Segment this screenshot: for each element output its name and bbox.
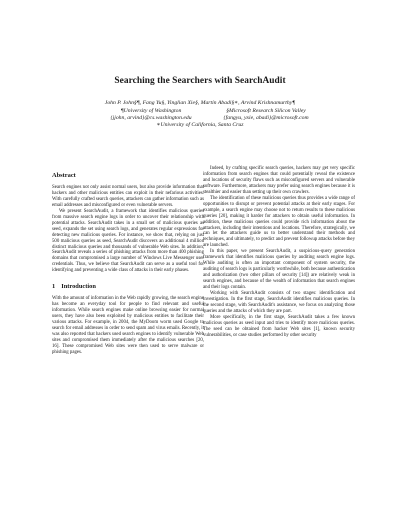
- affiliation-microsoft: §Microsoft Research Silicon Valley: [226, 108, 306, 114]
- right-column: [203, 166, 355, 339]
- section-title: Introduction: [61, 283, 96, 291]
- email-microsoft: {fangyu, yxie, abadi}@microsoft.com: [223, 115, 309, 121]
- body-paragraph: Indeed, by crafting specific search queries, hackers may get very specific information from search engines that could potentially reveal the existence and locations of security flaws such as misconfigured servers and vulnerable software. Furthermore, attackers may prefer using search engines because it is stealthier and easier than setting up their own crawlers.: [203, 166, 355, 195]
- body-paragraph: In this paper, we present SearchAudit, a suspicious-query generation framework that identifies malicious queries by auditing search engine logs. While auditing is often an important component of system security, the auditing of search logs is particularly worthwhile, both because authentication and authorization (two other pillars of security [14]) are relatively weak in search engines, and because of the wealth of information that search engines and their logs contain.: [203, 249, 355, 291]
- paper-title: Searching the Searchers with SearchAudit: [114, 76, 286, 86]
- section-number: 1: [52, 283, 56, 291]
- abstract-heading: Abstract: [52, 172, 76, 179]
- body-paragraph: The identification of these malicious queries thus provides a wide range of opportunities to disrupt or prevent potential attacks at their early stages. For example, a search engine may choose not to return results to these malicious queries [20], making it harder for attackers to obtain useful information. In addition, these malicious queries could provide rich information about the attackers, including their intentions and locations. Therefore, strategically, we can let the attackers guide us to better understand their methods and techniques, and ultimately, to predict and prevent followup attacks before they are launched.: [203, 195, 355, 249]
- affiliation-washington: ¶University of Washington: [120, 108, 182, 114]
- abstract-paragraph: We present SearchAudit, a framework that identifies malicious queries from massive search engine logs in order to uncover their relationship with potential attacks. SearchAudit takes in a small set of malicious queries as seed, expands the set using search logs, and generates regular expressions for detecting new malicious queries. For instance, we show that, relying on just 500 malicious queries as seed, SearchAudit discovers an additional 4 million distinct malicious queries and thousands of vulnerable Web sites. In addition, SearchAudit reveals a series of phishing attacks from more than 400 phishing domains that compromised a large number of Windows Live Messenger user credentials. Thus, we believe that SearchAudit can serve as a useful tool for identifying and preventing a wide class of attacks in their early phases.: [52, 208, 204, 274]
- introduction-heading: [52, 283, 204, 291]
- author-list: John P. John§¶, Fang Yu§, Yinglian Xie§, Martín Abadi§∗, Arvind Krishnamurthy¶: [104, 100, 296, 106]
- body-paragraph: Working with SearchAudit consists of two stages: identification and investigation. In the first stage, SearchAudit identifies malicious queries. In the second stage, with SearchAudit's assistance, we focus on analyzing those queries and the attacks of which they are part.: [203, 291, 355, 314]
- body-paragraph: More specifically, in the first stage, SearchAudit takes a few known malicious queries as seed input and tries to identify more malicious queries. The seed can be obtained from hacker Web sites [1], known security vulnerabilities, or case studies performed by other security: [203, 314, 355, 338]
- email-washington: {jjohn, arvind}@cs.washington.edu: [110, 115, 192, 121]
- intro-paragraph: With the amount of information in the Web rapidly growing, the search engine has become an everyday tool for people to find relevant and useful information. While search engines make online browsing easier for normal users, they have also been exploited by malicious entities to facilitate their various attacks. For example, in 2004, the MyDoom worm used Google to search for email addresses in order to send spam and virus emails. Recently, it was also reported that hackers used search engines to identify vulnerable Web sites and compromised them immediately after the malicious searches [20, 16]. These compromised Web sites were then used to serve malware or phishing pages.: [52, 296, 204, 355]
- left-column: [52, 172, 204, 356]
- affiliation-ucsc: ∗University of California, Santa Cruz: [156, 122, 244, 128]
- abstract-paragraph: Search engines not only assist normal users, but also provide information that hackers and other malicious entities can exploit in their nefarious activities. With carefully crafted search queries, attackers can gather information such as email addresses and misconfigured or even vulnerable servers.: [52, 185, 204, 208]
